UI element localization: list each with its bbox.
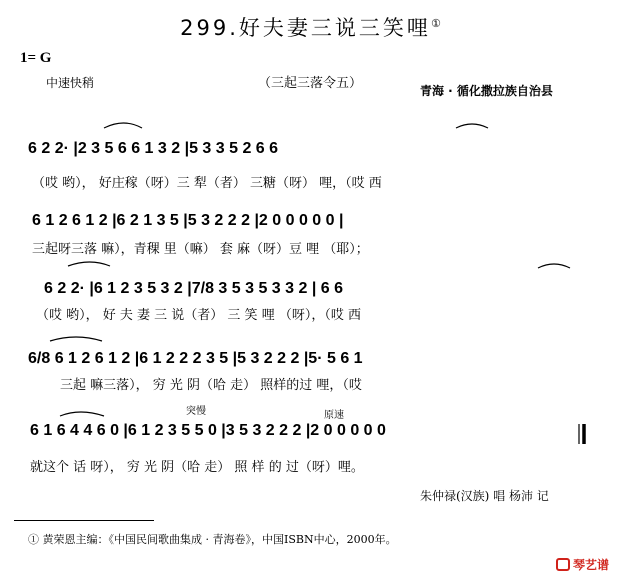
slur-mark (68, 262, 110, 266)
subtitle: （三起三落令五） (258, 76, 363, 91)
staff-row-3-lyrics: （哎 哟）， 好 夫 妻 三 说（者） 三 笑 哩 （呀），（哎 西 (36, 308, 361, 323)
staff-row-5-lyrics: 就这个 话 呀）， 穷 光 阴（哈 走） 照 样 的 过（呀）哩。 (30, 460, 364, 475)
tempo-mark-original: 原速 (324, 410, 344, 421)
logo-icon (556, 558, 570, 571)
staff-row-4-notes: 6/8 6 1 2 6 1 2 |6 1 2 2 2 3 5 |5 3 2 2 2 |5· 5 6 1 (28, 350, 363, 367)
key-signature: 1= G (20, 50, 52, 66)
staff-row-1-lyrics: （哎 哟）， 好庄稼（呀）三 犁（者） 三糖（呀） 哩，（哎 西 (32, 176, 382, 191)
performer-credit: 朱仲禄(汉族) 唱 杨沛 记 (420, 489, 549, 503)
slur-mark (104, 123, 142, 128)
staff-row-2-lyrics: 三起呀三落 嘛），青稞 里（嘛） 套 麻（呀）豆 哩 （耶）； (32, 242, 369, 257)
slur-mark (50, 337, 102, 341)
region-label: 青海 · 循化撒拉族自治县 (420, 84, 553, 98)
title-text: 299.好夫妻三说三笑哩 (180, 16, 431, 40)
staff-row-2-notes: 6 1 2 6 1 2 |6 2 1 3 5 |5 3 2 2 2 |2 0 0 0 0 0 | (32, 212, 344, 229)
footnote: ① 黄荣恩主编：《中国民间歌曲集成 · 青海卷》，中国ISBN中心，2000年。 (28, 533, 397, 546)
tempo-mark-slow: 突慢 (186, 406, 206, 417)
staff-row-4-lyrics: 三起 嘛三落）， 穷 光 阴（哈 走） 照样的过 哩，（哎 (60, 378, 362, 393)
title-footnote-mark: ① (430, 17, 441, 30)
logo-text: 琴艺谱 (573, 558, 610, 572)
slur-mark (538, 264, 570, 268)
staff-row-5-notes: 6 1 6 4 4 6 0 |6 1 2 3 5 5 0 |3 5 3 2 2 2 |2 0 0 0 0 0 (30, 422, 386, 439)
staff-row-3-notes: 6 2 2· |6 1 2 3 5 3 2 |7/8 3 5 3 5 3 3 2 | 6 6 (44, 280, 343, 297)
staff-row-1-notes: 6 2 2· |2 3 5 6 6 1 3 2 |5 3 3 5 2 6 6 (28, 140, 279, 157)
slur-mark (60, 412, 104, 416)
footnote-divider (14, 520, 154, 521)
slur-mark (456, 124, 488, 128)
watermark-logo (556, 556, 609, 573)
tempo-marking: 中速快稍 (46, 76, 95, 90)
